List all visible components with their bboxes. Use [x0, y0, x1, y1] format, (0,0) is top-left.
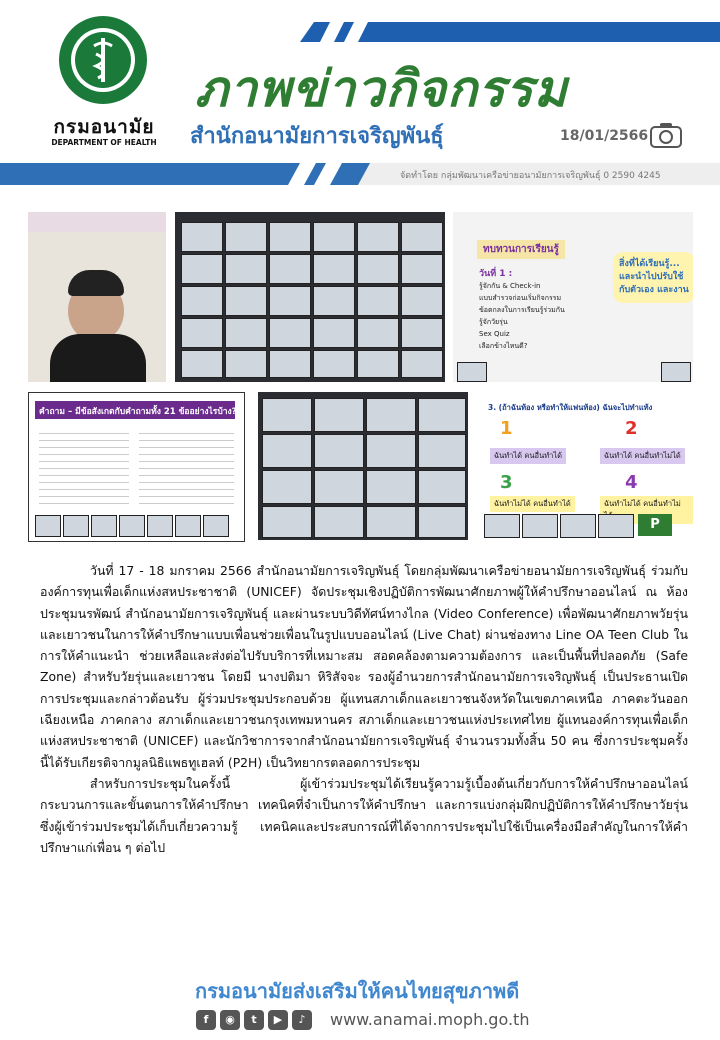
slide-a-bubble: สิ่งที่ได้เรียนรู้... และนำไปปรับใช้กับตัวเอง และงาน	[613, 252, 693, 303]
photo-slide-options: 3. (ถ้าฉันท้อง หรือทำให้แฟนท้อง) ฉันจะไปทำแท้ง 1 2 ฉันทำได้ คนอื่นทำได้ ฉันทำได้ คนอื่นทำไม่ได้ 3 4 ฉันทำไม่ได้ คนอื่นทำได้ ฉันทำไม่ได้ คนอื่นทำไม่ P	[480, 392, 693, 540]
news-date: 18/01/2566	[560, 128, 649, 144]
slide-a-item: แบบสำรวจก่อนเริ่มกิจกรรม	[479, 294, 562, 302]
tiktok-icon[interactable]: ♪	[292, 1010, 312, 1030]
slide-c-option-3: ฉันทำไม่ได้ คนอื่นทำได้	[490, 496, 575, 512]
slide-a-item: เลือกข้างไหนดี?	[479, 342, 528, 350]
slide-c-option-2: ฉันทำได้ คนอื่นทำไม่ได้	[600, 448, 685, 464]
headline-title: ภาพข่าวกิจกรรม	[195, 59, 568, 118]
slide-a-item: รู้จักวัยรุ่น	[479, 318, 508, 326]
department-name-th: กรมอนามัย	[53, 116, 155, 138]
twitter-icon[interactable]: t	[244, 1010, 264, 1030]
participant-avatar-letter: P	[638, 514, 672, 536]
slide-c-option-4: ฉันทำไม่ได้ คนอื่นทำไม่	[600, 496, 693, 524]
photo-speaker	[28, 212, 166, 382]
photo-video-conference-grid	[175, 212, 445, 382]
slide-a-title: ทบทวนการเรียนรู้	[477, 240, 565, 259]
photo-slide-questions	[28, 392, 245, 542]
slide-a-item: ข้อตกลงในการเรียนรู้ร่วมกัน	[479, 306, 565, 314]
slide-a-subtitle: วันที่ 1 :	[479, 269, 513, 279]
article-body	[40, 560, 688, 858]
camera-icon	[650, 122, 682, 148]
youtube-icon[interactable]: ▶	[268, 1010, 288, 1030]
website-link[interactable]: www.anamai.moph.go.th	[330, 1010, 530, 1029]
slide-a-item: Sex Quiz	[479, 330, 510, 338]
footer-slogan: กรมอนามัยส่งเสริมให้คนไทยสุขภาพดี	[195, 979, 520, 1003]
header-stripes	[300, 22, 720, 42]
organizer-credit: จัดทำโดย กลุ่มพัฒนาเครือข่ายอนามัยการเจริญพันธุ์ 0 2590 4245	[400, 171, 661, 181]
photo-participants-grid	[258, 392, 468, 540]
slide-b-title: คำถาม – มีข้อสังเกตกับคำถามทั้ง 21 ข้ออย่างไรบ้าง?	[39, 407, 237, 417]
facebook-icon[interactable]: f	[196, 1010, 216, 1030]
slide-c-title: 3. (ถ้าฉันท้อง หรือทำให้แฟนท้อง) ฉันจะไปทำแท้ง	[488, 403, 653, 412]
slide-c-option-1: ฉันทำได้ คนอื่นทำได้	[490, 448, 566, 464]
department-name-en: DEPARTMENT OF HEALTH	[51, 138, 157, 147]
photo-slide-review	[453, 212, 693, 382]
ministry-seal-logo	[48, 14, 158, 106]
subheadline: สำนักอนามัยการเจริญพันธุ์	[190, 124, 444, 149]
article-paragraph-2: สำหรับการประชุมในครั้งนี้ ผู้เข้าร่วมประชุมได้เรียนรู้ความรู้เบื้องต้นเกี่ยวกับการให้คำปรึกษาออนไลน์ กระบวนการและขั้นตนการให้คำปรึกษา เทคนิคที่จำเป็นการให้คำปรึกษา และการแบ่งกลุ่มฝึกปฏิบัติการให้คำปรึกษาวัยรุ่น ซึ่งผู้เข้าร่วมประชุมได้เก็บเกี่ยวความรู้ เทคนิคและประสบการณ์ที่ได้จากการประชุมไปใช้เป็นเครื่องมือสำคัญในการให้คำปรึกษาแก่เพื่อน ๆ ต่อไป	[40, 775, 688, 855]
article-paragraph-1: วันที่ 17 - 18 มกราคม 2566 สำนักอนามัยการเจริญพันธุ์ โดยกลุ่มพัฒนาเครือข่ายอนามัยการเจริญพันธุ์ ร่วมกับองค์การทุนเพื่อเด็กแห่งสหประชาชาติ (UNICEF) จัดประชุมเชิงปฏิบัติการพัฒนาศักยภาพผู้ให้คำปรึกษาออนไลน์ ณ ห้องประชุมนรพัฒน์ สำนักอนามัยการเจริญพันธุ์ และผ่านระบบวิดีทัศน์ทางไกล (Video Conference) เพื่อพัฒนาศักยภาพวัยรุ่นและเยาวชนในการให้คำปรึกษาแบบเพื่อนช่วยเพื่อนในรูปแบบออนไลน์ (Live Chat) ผ่านช่องทาง Line OA Teen Club ในการให้คำแนะนำ ช่วยเหลือและส่งต่อไปรับบริการที่เหมาะสม สอดคล้องตามความต้องการ และเป็นพื้นที่ปลอดภัย (Safe Zone) สำหรับวัยรุ่นและเยาวชน โดยมี นางปติมา หิริสัจจะ รองผู้อำนวยการสำนักอนามัยการเจริญพันธุ์ เป็นประธานเปิดการประชุมและกล่าวต้อนรับ ผู้ร่วมประชุมประกอบด้วย ผู้แทนสภาเด็กและเยาวชนจังหวัดในเขตภาคเหนือ ภาคตะวันออกเฉียงเหนือ ภาคกลาง สภาเด็กและเยาวชนกรุงเทพมหานคร สภาเด็กและเยาวชนแห่งประเทศไทย ผู้แทนองค์การทุนเพื่อเด็กแห่งสหประชาชาติ (UNICEF) และนักวิชาการจากสำนักอนามัยการเจริญพันธุ์ จำนวนรวมทั้งสิ้น 50 คน ซึ่งการประชุมครั้งนี้ได้รับเกียรติจากมูลนิธิแพธทูเฮลท์ (P2H) เป็นวิทยากรตลอดการประชุม	[40, 563, 688, 770]
slide-a-item: รู้จักกัน & Check-in	[479, 282, 541, 290]
messenger-icon[interactable]: ◉	[220, 1010, 240, 1030]
